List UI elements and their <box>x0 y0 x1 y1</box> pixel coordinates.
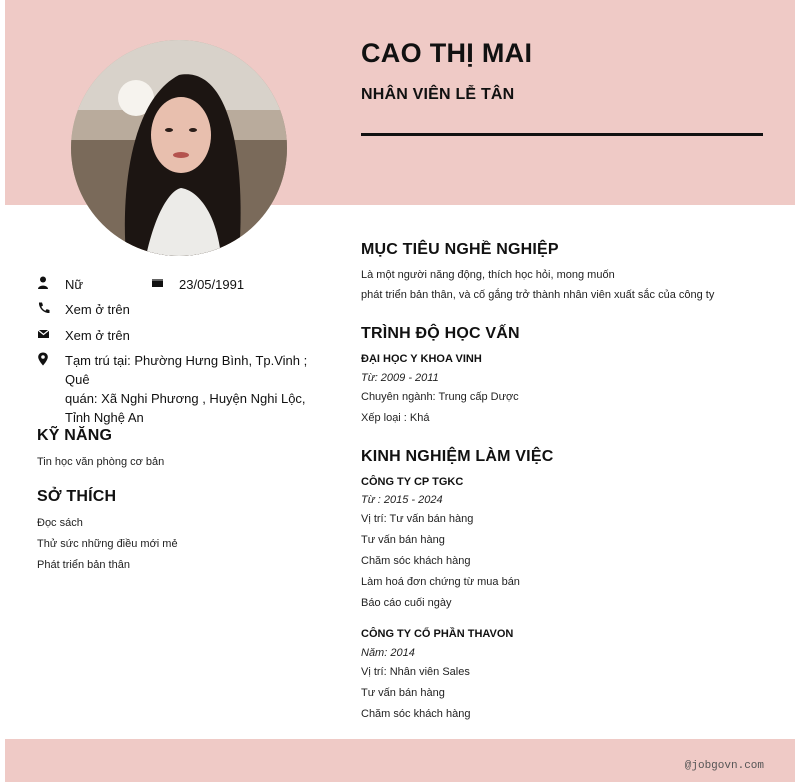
email-row <box>37 326 130 345</box>
objective-text: Là một người năng động, thích học hỏi, mong muốn <box>361 269 615 281</box>
job-detail: Tư vấn bán hàng <box>361 687 445 699</box>
birthdate-row <box>151 275 244 294</box>
address-line: Tỉnh Nghệ An <box>65 410 144 425</box>
gender-row <box>37 275 83 294</box>
footer-band <box>5 739 795 782</box>
job-detail: Vị trí: Tư vấn bán hàng <box>361 513 474 525</box>
phone-row <box>37 300 130 319</box>
mail-icon <box>37 327 51 341</box>
address-value <box>65 351 327 427</box>
phone-icon <box>37 301 51 315</box>
education-grade: Xếp loại : Khá <box>361 412 430 424</box>
address-line: Tạm trú tại: Phường Hưng Bình, Tp.Vinh ; Quê <box>65 353 308 387</box>
location-pin-icon <box>37 352 51 366</box>
job-detail: Làm hoá đơn chứng từ mua bán <box>361 576 520 588</box>
divider <box>361 133 763 136</box>
job-title: NHÂN VIÊN LỄ TÂN <box>361 86 515 103</box>
calendar-icon <box>151 276 165 290</box>
job-detail: Báo cáo cuối ngày <box>361 597 452 609</box>
hobbies-heading: SỞ THÍCH <box>37 488 117 505</box>
education-heading: TRÌNH ĐỘ HỌC VẤN <box>361 325 520 342</box>
job-detail: Chăm sóc khách hàng <box>361 555 471 567</box>
education-major: Chuyên ngành: Trung cấp Dược <box>361 391 519 403</box>
phone-value: Xem ở trên <box>65 302 130 317</box>
address-line: quán: Xã Nghi Phương , Huyện Nghi Lộc, <box>65 391 306 406</box>
address-row <box>37 351 327 427</box>
person-icon <box>37 276 51 290</box>
hobby-item: Thử sức những điều mới mẻ <box>37 538 178 550</box>
job-period: Năm: 2014 <box>361 647 415 659</box>
job-detail: Vị trí: Nhân viên Sales <box>361 666 470 678</box>
objective-heading: MỤC TIÊU NGHỀ NGHIỆP <box>361 241 559 258</box>
birthdate-value: 23/05/1991 <box>179 277 245 292</box>
hobby-item: Phát triển bản thân <box>37 559 130 571</box>
hobby-item: Đọc sách <box>37 517 83 529</box>
education-period: Từ: 2009 - 2011 <box>361 372 439 384</box>
skill-item: Tin học văn phòng cơ bản <box>37 456 165 468</box>
profile-photo <box>71 40 287 256</box>
gender-value: Nữ <box>65 277 84 292</box>
job-detail: Tư vấn bán hàng <box>361 534 445 546</box>
job-period: Từ : 2015 - 2024 <box>361 494 443 506</box>
avatar <box>71 40 287 256</box>
objective-text: phát triển bản thân, và cố gắng trở thành nhân viên xuất sắc của công ty <box>361 289 715 301</box>
company-name: CÔNG TY CỔ PHẦN THAVON <box>361 628 514 640</box>
job-detail: Chăm sóc khách hàng <box>361 708 471 720</box>
school-name: ĐẠI HỌC Y KHOA VINH <box>361 353 482 365</box>
experience-heading: KINH NGHIỆM LÀM VIỆC <box>361 448 554 465</box>
person-name: CAO THỊ MAI <box>361 38 533 68</box>
skills-heading: KỸ NĂNG <box>37 427 113 444</box>
company-name: CÔNG TY CP TGKC <box>361 476 464 488</box>
email-value: Xem ở trên <box>65 328 130 343</box>
watermark: @jobgovn.com <box>684 760 764 772</box>
